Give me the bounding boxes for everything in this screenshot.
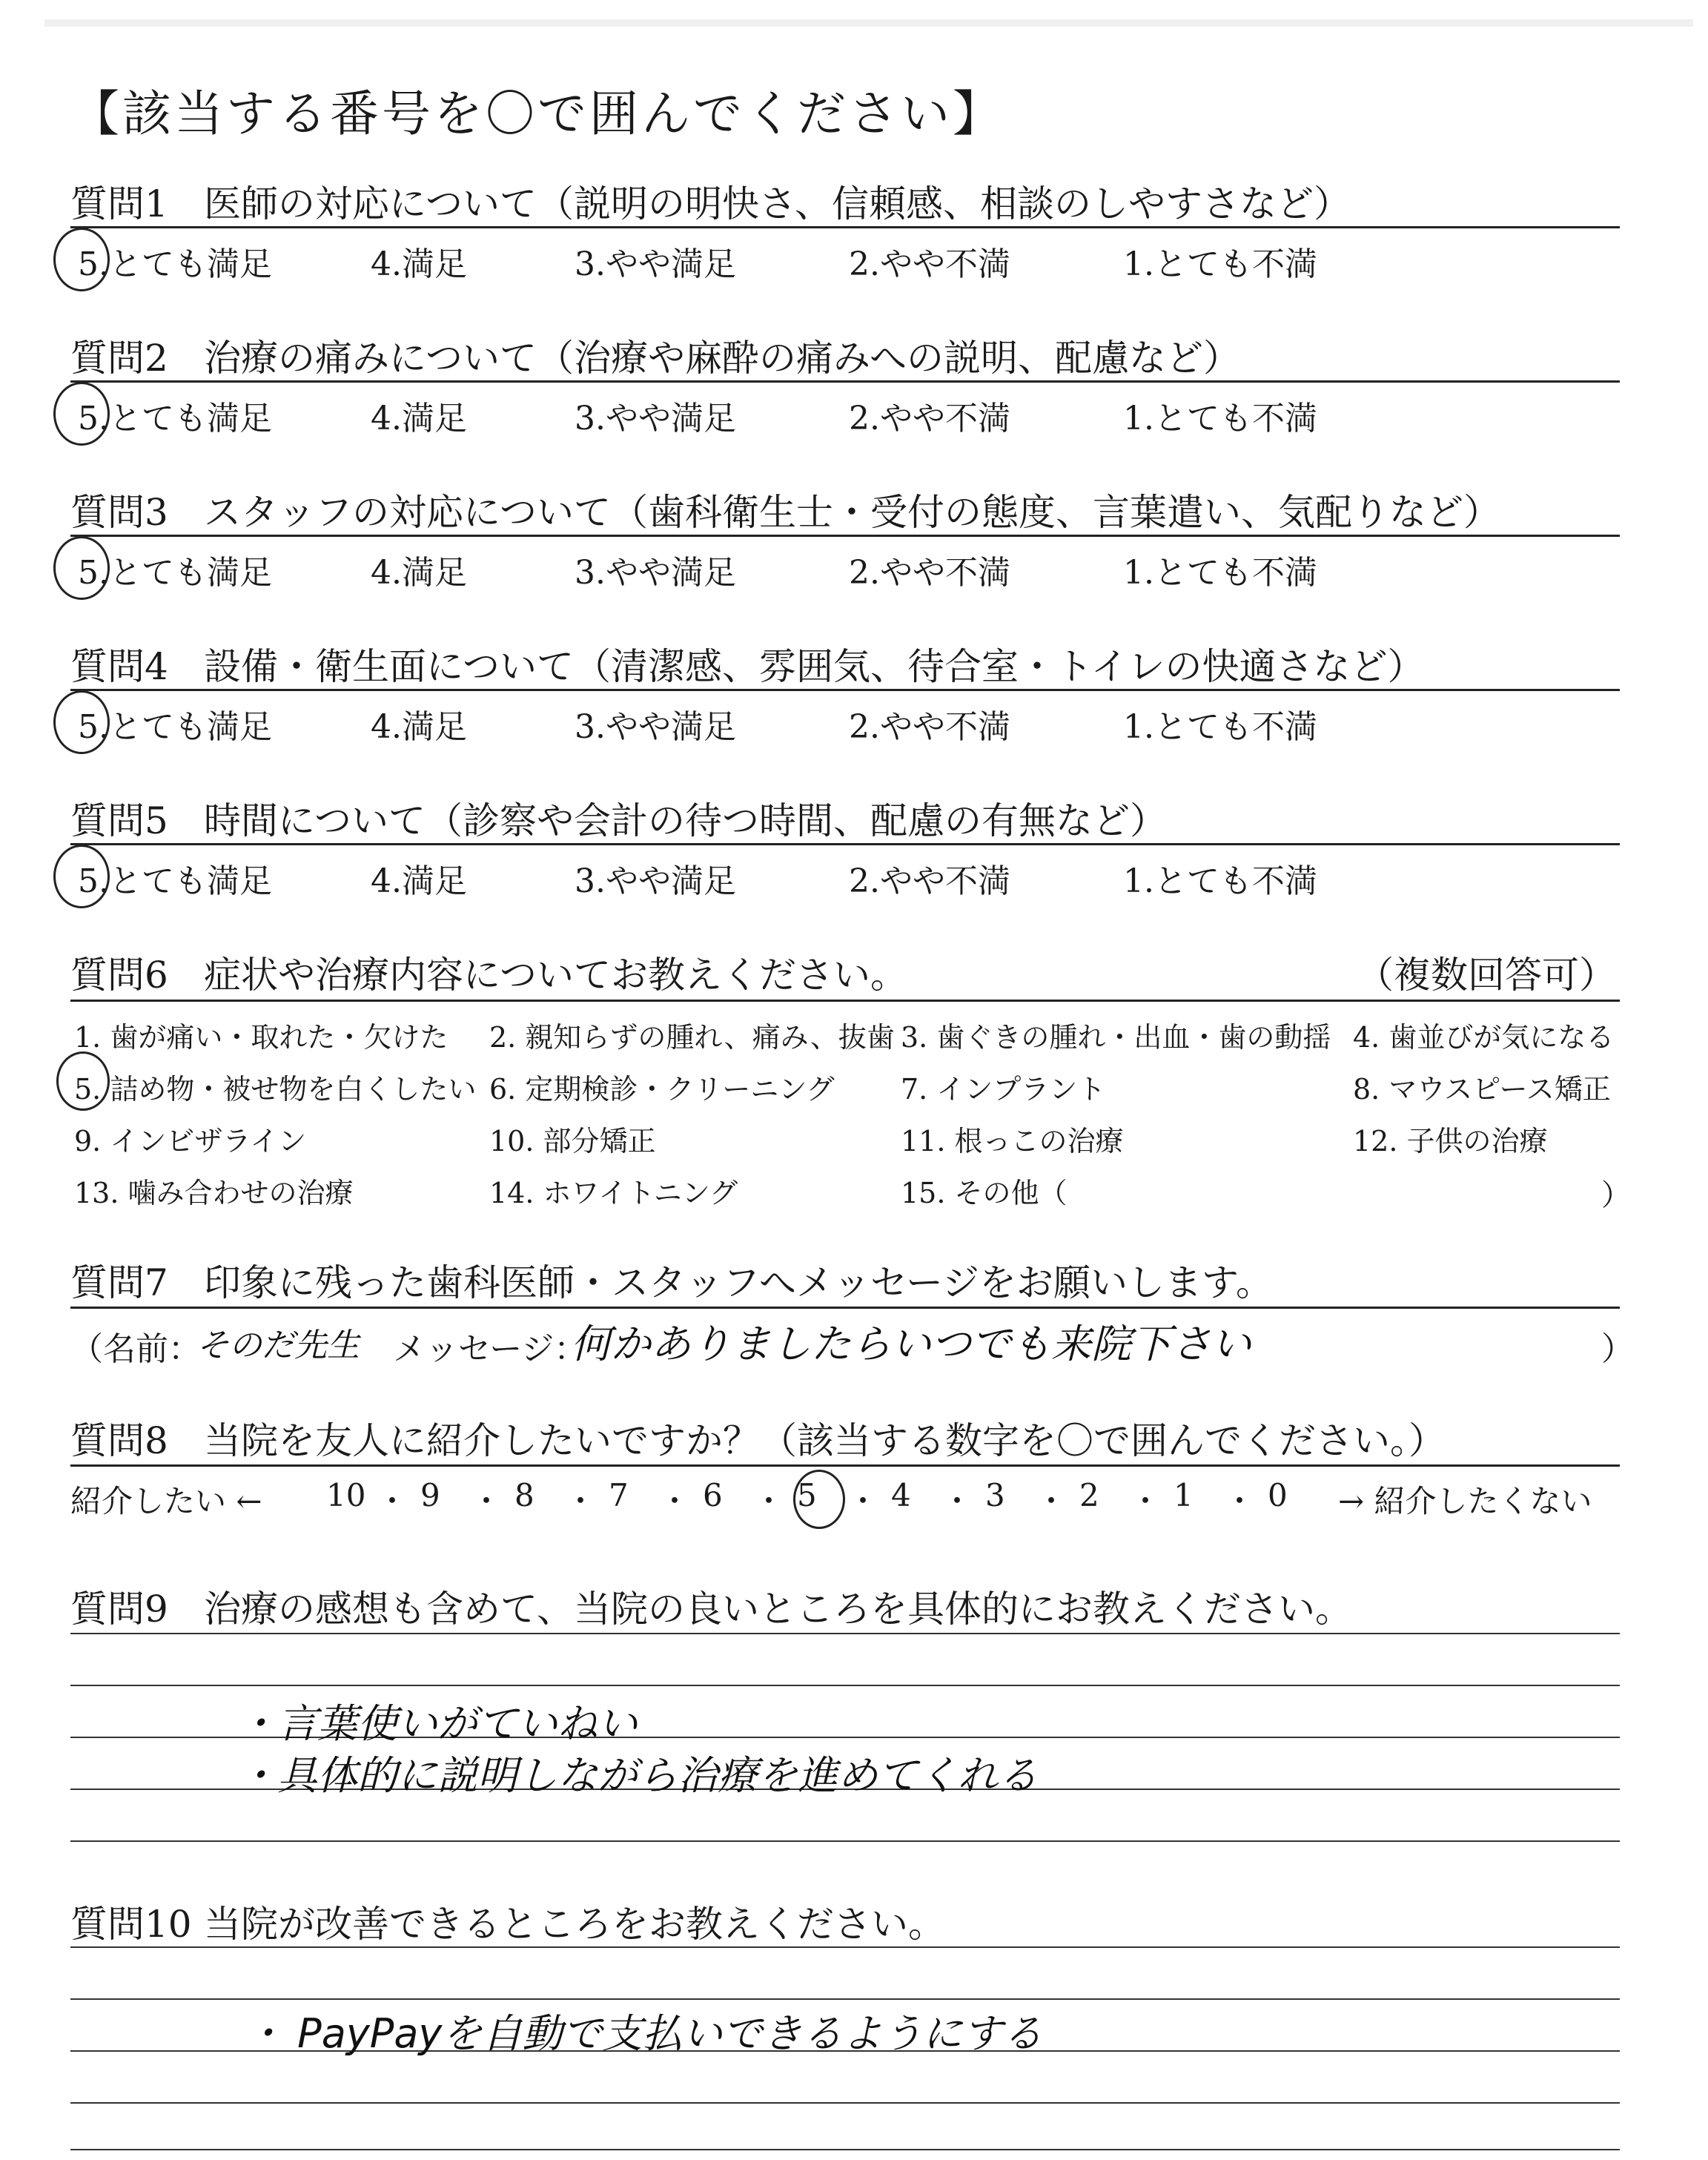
- rule-line: [70, 226, 1620, 228]
- symptom-option[interactable]: 8. マウスピース矯正: [1353, 1073, 1611, 1106]
- other-close-paren: ）: [1601, 1178, 1631, 1212]
- scale-separator: ・: [753, 1483, 785, 1519]
- rule-line: [70, 1946, 1620, 1948]
- scale-separator: ・: [659, 1483, 691, 1519]
- rating-option[interactable]: 5.とても満足: [78, 400, 272, 437]
- message-close-paren: ）: [1601, 1330, 1634, 1368]
- scale-separator: ・: [565, 1483, 597, 1519]
- selection-circle-q1: [53, 228, 110, 291]
- rating-option[interactable]: 1.とても不満: [1123, 708, 1317, 746]
- rating-option[interactable]: 2.やや不満: [849, 400, 1010, 437]
- rule-line: [70, 1633, 1620, 1634]
- rule-line: [70, 1685, 1620, 1686]
- question-number: 質問3: [70, 491, 168, 534]
- question-number: 質問2: [70, 337, 168, 380]
- scale-value[interactable]: 9: [420, 1477, 440, 1513]
- question-number: 質問7: [70, 1261, 168, 1304]
- selection-circle-q5: [53, 845, 110, 908]
- selection-circle-q4: [53, 690, 110, 754]
- question-number: 質問1: [70, 182, 168, 225]
- rule-line: [70, 1000, 1620, 1002]
- scale-value[interactable]: 7: [609, 1477, 629, 1513]
- symptom-option[interactable]: 7. インプラント: [901, 1073, 1106, 1106]
- rule-line: [70, 1307, 1620, 1309]
- symptom-option[interactable]: 2. 親知らずの腫れ、痛み、抜歯: [489, 1021, 895, 1054]
- question-text: 症状や治療内容についてお教えください。: [204, 954, 907, 997]
- rule-line: [70, 380, 1620, 383]
- question-5: [70, 791, 1167, 845]
- rating-option[interactable]: 1.とても不満: [1123, 862, 1317, 900]
- symptom-option[interactable]: 15. その他（: [901, 1177, 1068, 1209]
- rating-option[interactable]: 2.やや不満: [849, 245, 1010, 283]
- symptom-option[interactable]: 5. 詰め物・被せ物を白くしたい: [74, 1073, 477, 1106]
- rule-line: [70, 535, 1620, 537]
- rating-option[interactable]: 3.やや満足: [575, 400, 736, 437]
- rating-option[interactable]: 3.やや満足: [575, 554, 736, 592]
- question-text: 時間について（診察や会計の待つ時間、配慮の有無など）: [204, 799, 1167, 842]
- rating-option[interactable]: 4.満足: [371, 554, 467, 592]
- rating-option[interactable]: 4.満足: [371, 245, 467, 283]
- rule-line: [70, 1464, 1620, 1467]
- question-number: 質問5: [70, 799, 168, 842]
- scale-value[interactable]: 0: [1268, 1477, 1288, 1513]
- question-text: 医師の対応について（説明の明快さ、信頼感、相談のしやすさなど）: [204, 182, 1351, 225]
- rule-line: [70, 1998, 1620, 2000]
- question-text: 設備・衛生面について（清潔感、雰囲気、待合室・トイレの快適さなど）: [204, 645, 1425, 688]
- rating-option[interactable]: 3.やや満足: [575, 708, 736, 746]
- rating-option[interactable]: 2.やや不満: [849, 708, 1010, 746]
- selection-circle-q6: [56, 1051, 110, 1111]
- symptom-option[interactable]: 11. 根っこの治療: [901, 1125, 1124, 1157]
- rule-line: [70, 2102, 1620, 2104]
- scale-value[interactable]: 1: [1174, 1477, 1194, 1513]
- recommend-left-label: 紹介したい ←: [70, 1483, 262, 1519]
- rating-option[interactable]: 2.やや不満: [849, 554, 1010, 592]
- symptom-option[interactable]: 12. 子供の治療: [1353, 1125, 1548, 1157]
- scale-separator: ・: [1224, 1483, 1256, 1519]
- scale-value[interactable]: 5: [797, 1477, 817, 1513]
- question-9: [70, 1579, 1352, 1633]
- q10-answer-line-1: ・ PayPayを自動で支払いできるようにする: [245, 2010, 1043, 2057]
- scale-separator: ・: [377, 1483, 408, 1519]
- selection-circle-q3: [53, 536, 110, 600]
- symptom-option[interactable]: 14. ホワイトニング: [489, 1177, 738, 1209]
- symptom-option[interactable]: 13. 噛み合わせの治療: [74, 1177, 354, 1209]
- symptom-option[interactable]: 10. 部分矯正: [489, 1125, 656, 1157]
- question-number: 質問9: [70, 1588, 168, 1631]
- question-number: 質問8: [70, 1419, 168, 1462]
- scan-edge: [44, 19, 1693, 27]
- scale-value[interactable]: 8: [514, 1477, 534, 1513]
- question-text: 当院を友人に紹介したいですか？（該当する数字を〇で囲んでください。）: [204, 1419, 1446, 1462]
- symptom-option[interactable]: 9. インビザライン: [74, 1125, 307, 1157]
- rating-option[interactable]: 3.やや満足: [575, 862, 736, 900]
- symptom-option[interactable]: 1. 歯が痛い・取れた・欠けた: [74, 1021, 448, 1054]
- question-2: [70, 328, 1240, 382]
- question-number: 質問4: [70, 645, 168, 688]
- symptom-option[interactable]: 3. 歯ぐきの腫れ・出血・歯の動揺: [901, 1021, 1331, 1054]
- scale-value[interactable]: 2: [1079, 1477, 1099, 1513]
- question-1: [70, 174, 1351, 228]
- question-text: 治療の痛みについて（治療や麻酔の痛みへの説明、配慮など）: [204, 337, 1240, 380]
- question-6: [70, 945, 907, 999]
- page-title: 【該当する番号を〇で囲んでください】: [70, 85, 1004, 142]
- rating-option[interactable]: 4.満足: [371, 708, 467, 746]
- scale-separator: ・: [847, 1483, 879, 1519]
- message-label: メッセージ：: [393, 1330, 587, 1368]
- question-3: [70, 483, 1500, 536]
- scale-separator: ・: [1130, 1483, 1162, 1519]
- question-text: 印象に残った歯科医師・スタッフへメッセージをお願いします。: [204, 1261, 1273, 1304]
- question-number: 質問6: [70, 954, 168, 997]
- rule-line: [70, 843, 1620, 845]
- rule-line: [70, 2149, 1620, 2150]
- rating-option[interactable]: 4.満足: [371, 862, 467, 900]
- rating-option[interactable]: 4.満足: [371, 400, 467, 437]
- question-text: 治療の感想も含めて、当院の良いところを具体的にお教えください。: [204, 1588, 1352, 1631]
- question-4: [70, 637, 1425, 690]
- question-10: [70, 1895, 945, 1948]
- symptom-option[interactable]: 4. 歯並びが気になる: [1353, 1021, 1615, 1054]
- question-8: [70, 1411, 1446, 1464]
- rating-option[interactable]: 5.とても満足: [78, 862, 272, 900]
- question-text: 当院が改善できるところをお教えください。: [204, 1903, 945, 1946]
- scale-separator: ・: [1036, 1483, 1068, 1519]
- multiple-answers-note: （複数回答可）: [1357, 954, 1616, 997]
- rating-option[interactable]: 3.やや満足: [575, 245, 736, 283]
- scale-value[interactable]: 3: [985, 1477, 1005, 1513]
- question-text: スタッフの対応について（歯科衛生士・受付の態度、言葉遣い、気配りなど）: [204, 491, 1500, 534]
- selection-circle-q2: [53, 382, 110, 446]
- rule-line: [70, 1840, 1620, 1842]
- rating-option[interactable]: 5.とても満足: [78, 245, 272, 283]
- rating-option[interactable]: 1.とても不満: [1123, 400, 1317, 437]
- question-number: 質問10: [70, 1903, 192, 1946]
- scale-separator: ・: [471, 1483, 503, 1519]
- staff-name-handwritten: そのだ先生: [196, 1327, 360, 1364]
- scale-value[interactable]: 6: [703, 1477, 723, 1513]
- q9-answer-line-2: ・具体的に説明しながら治療を進めてくれる: [237, 1752, 1038, 1799]
- symptom-option[interactable]: 6. 定期検診・クリーニング: [489, 1073, 835, 1106]
- q9-answer-line-1: ・言葉使いがていねい: [237, 1700, 638, 1747]
- rating-option[interactable]: 5.とても満足: [78, 708, 272, 746]
- selection-circle-q8: [793, 1470, 845, 1529]
- message-handwritten: 何かありましたらいつでも来院下さい: [571, 1321, 1251, 1367]
- scale-value[interactable]: 4: [891, 1477, 911, 1513]
- name-label: （名前：: [70, 1330, 201, 1368]
- scale-value[interactable]: 10: [326, 1477, 366, 1513]
- rule-line: [70, 689, 1620, 691]
- rating-option[interactable]: 2.やや不満: [849, 862, 1010, 900]
- rating-option[interactable]: 1.とても不満: [1123, 554, 1317, 592]
- scale-separator: ・: [941, 1483, 973, 1519]
- rating-option[interactable]: 1.とても不満: [1123, 245, 1317, 283]
- question-7: [70, 1253, 1273, 1307]
- rating-option[interactable]: 5.とても満足: [78, 554, 272, 592]
- recommend-right-label: → 紹介したくない: [1338, 1483, 1592, 1519]
